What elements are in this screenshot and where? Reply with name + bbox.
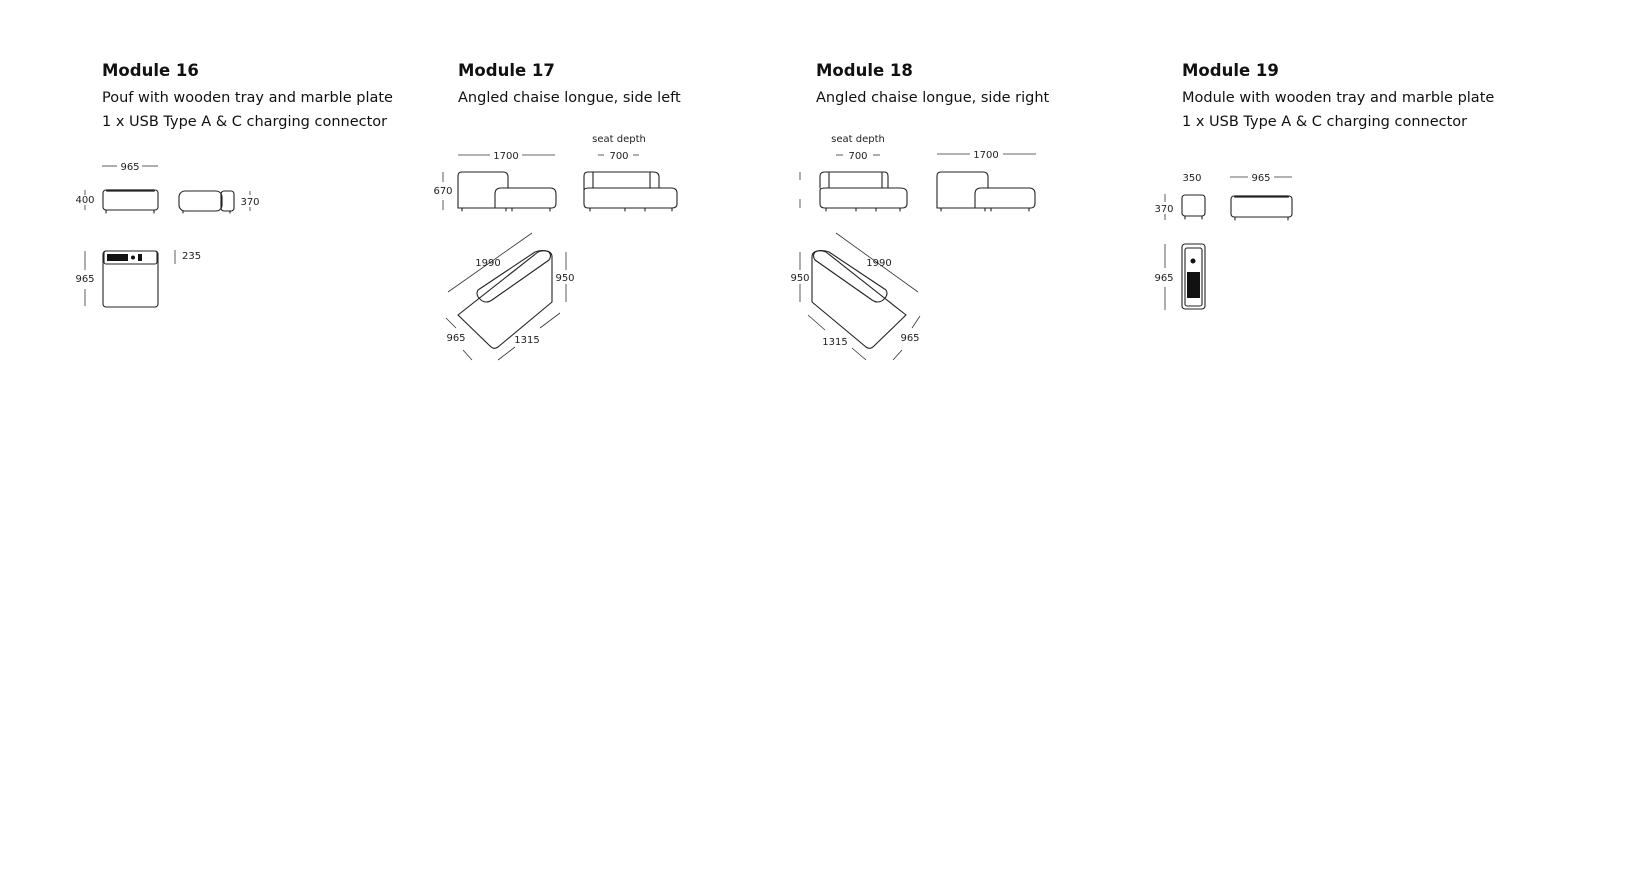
module-title: Module 19 xyxy=(1182,61,1279,80)
dim-top-left: 965 xyxy=(446,333,466,344)
module-16-drawings xyxy=(75,162,259,307)
dim-front-height: 670 xyxy=(433,186,453,197)
seat-depth-label: seat depth xyxy=(831,134,885,145)
dim-top-bottom: 1315 xyxy=(822,337,848,348)
module-description: Angled chaise longue, side left xyxy=(458,90,681,106)
module-17-side-view xyxy=(584,134,677,211)
module-19-top-view xyxy=(1154,244,1205,310)
dim-top-long: 1990 xyxy=(475,258,501,269)
dim-side-height: 370 xyxy=(1154,204,1174,215)
module-17-top-view xyxy=(446,233,575,360)
dim-top-depth: 965 xyxy=(1154,273,1174,284)
module-description: Pouf with wooden tray and marble plate xyxy=(102,90,393,106)
module-18-side-view xyxy=(800,134,907,211)
module-16-side-view xyxy=(179,191,260,213)
seat-depth-label: seat depth xyxy=(592,134,646,145)
dim-side-height: 370 xyxy=(240,197,260,208)
dim-top-left: 950 xyxy=(790,273,810,284)
dim-front-width: 1700 xyxy=(493,151,519,162)
module-18-top-view xyxy=(790,233,920,360)
dim-top-right: 950 xyxy=(555,273,575,284)
module-title: Module 18 xyxy=(816,61,913,80)
module-description: Module with wooden tray and marble plate xyxy=(1182,90,1495,106)
module-title: Module 17 xyxy=(458,61,555,80)
dim-top-bottom: 1315 xyxy=(514,335,540,346)
module-17-drawings xyxy=(433,134,677,360)
dim-top-depth: 965 xyxy=(75,274,95,285)
module-16-front-view xyxy=(75,162,158,213)
dim-front-width: 1700 xyxy=(973,150,999,161)
module-feature: 1 x USB Type A & C charging connector xyxy=(102,114,388,130)
module-18-front-view xyxy=(937,150,1036,211)
module-19-side-view xyxy=(1154,173,1205,220)
dim-seat-depth: 700 xyxy=(609,151,629,162)
dim-seat-depth: 700 xyxy=(848,151,868,162)
dim-top-right: 965 xyxy=(900,333,920,344)
dim-tray: 235 xyxy=(182,251,202,262)
module-description: Angled chaise longue, side right xyxy=(816,90,1050,106)
dim-top-long: 1990 xyxy=(866,258,892,269)
dim-side-width: 350 xyxy=(1182,173,1202,184)
module-17-front-view xyxy=(433,151,556,211)
module-feature: 1 x USB Type A & C charging connector xyxy=(1182,114,1468,130)
module-title: Module 16 xyxy=(102,61,199,80)
module-16-top-view xyxy=(75,250,201,307)
module-19-front-view xyxy=(1230,173,1292,220)
dim-front-width: 965 xyxy=(1251,173,1271,184)
dim-front-height: 400 xyxy=(75,195,95,206)
module-18-drawings xyxy=(790,134,1036,360)
module-19-drawings xyxy=(1154,173,1292,310)
dim-front-width: 965 xyxy=(120,162,140,173)
